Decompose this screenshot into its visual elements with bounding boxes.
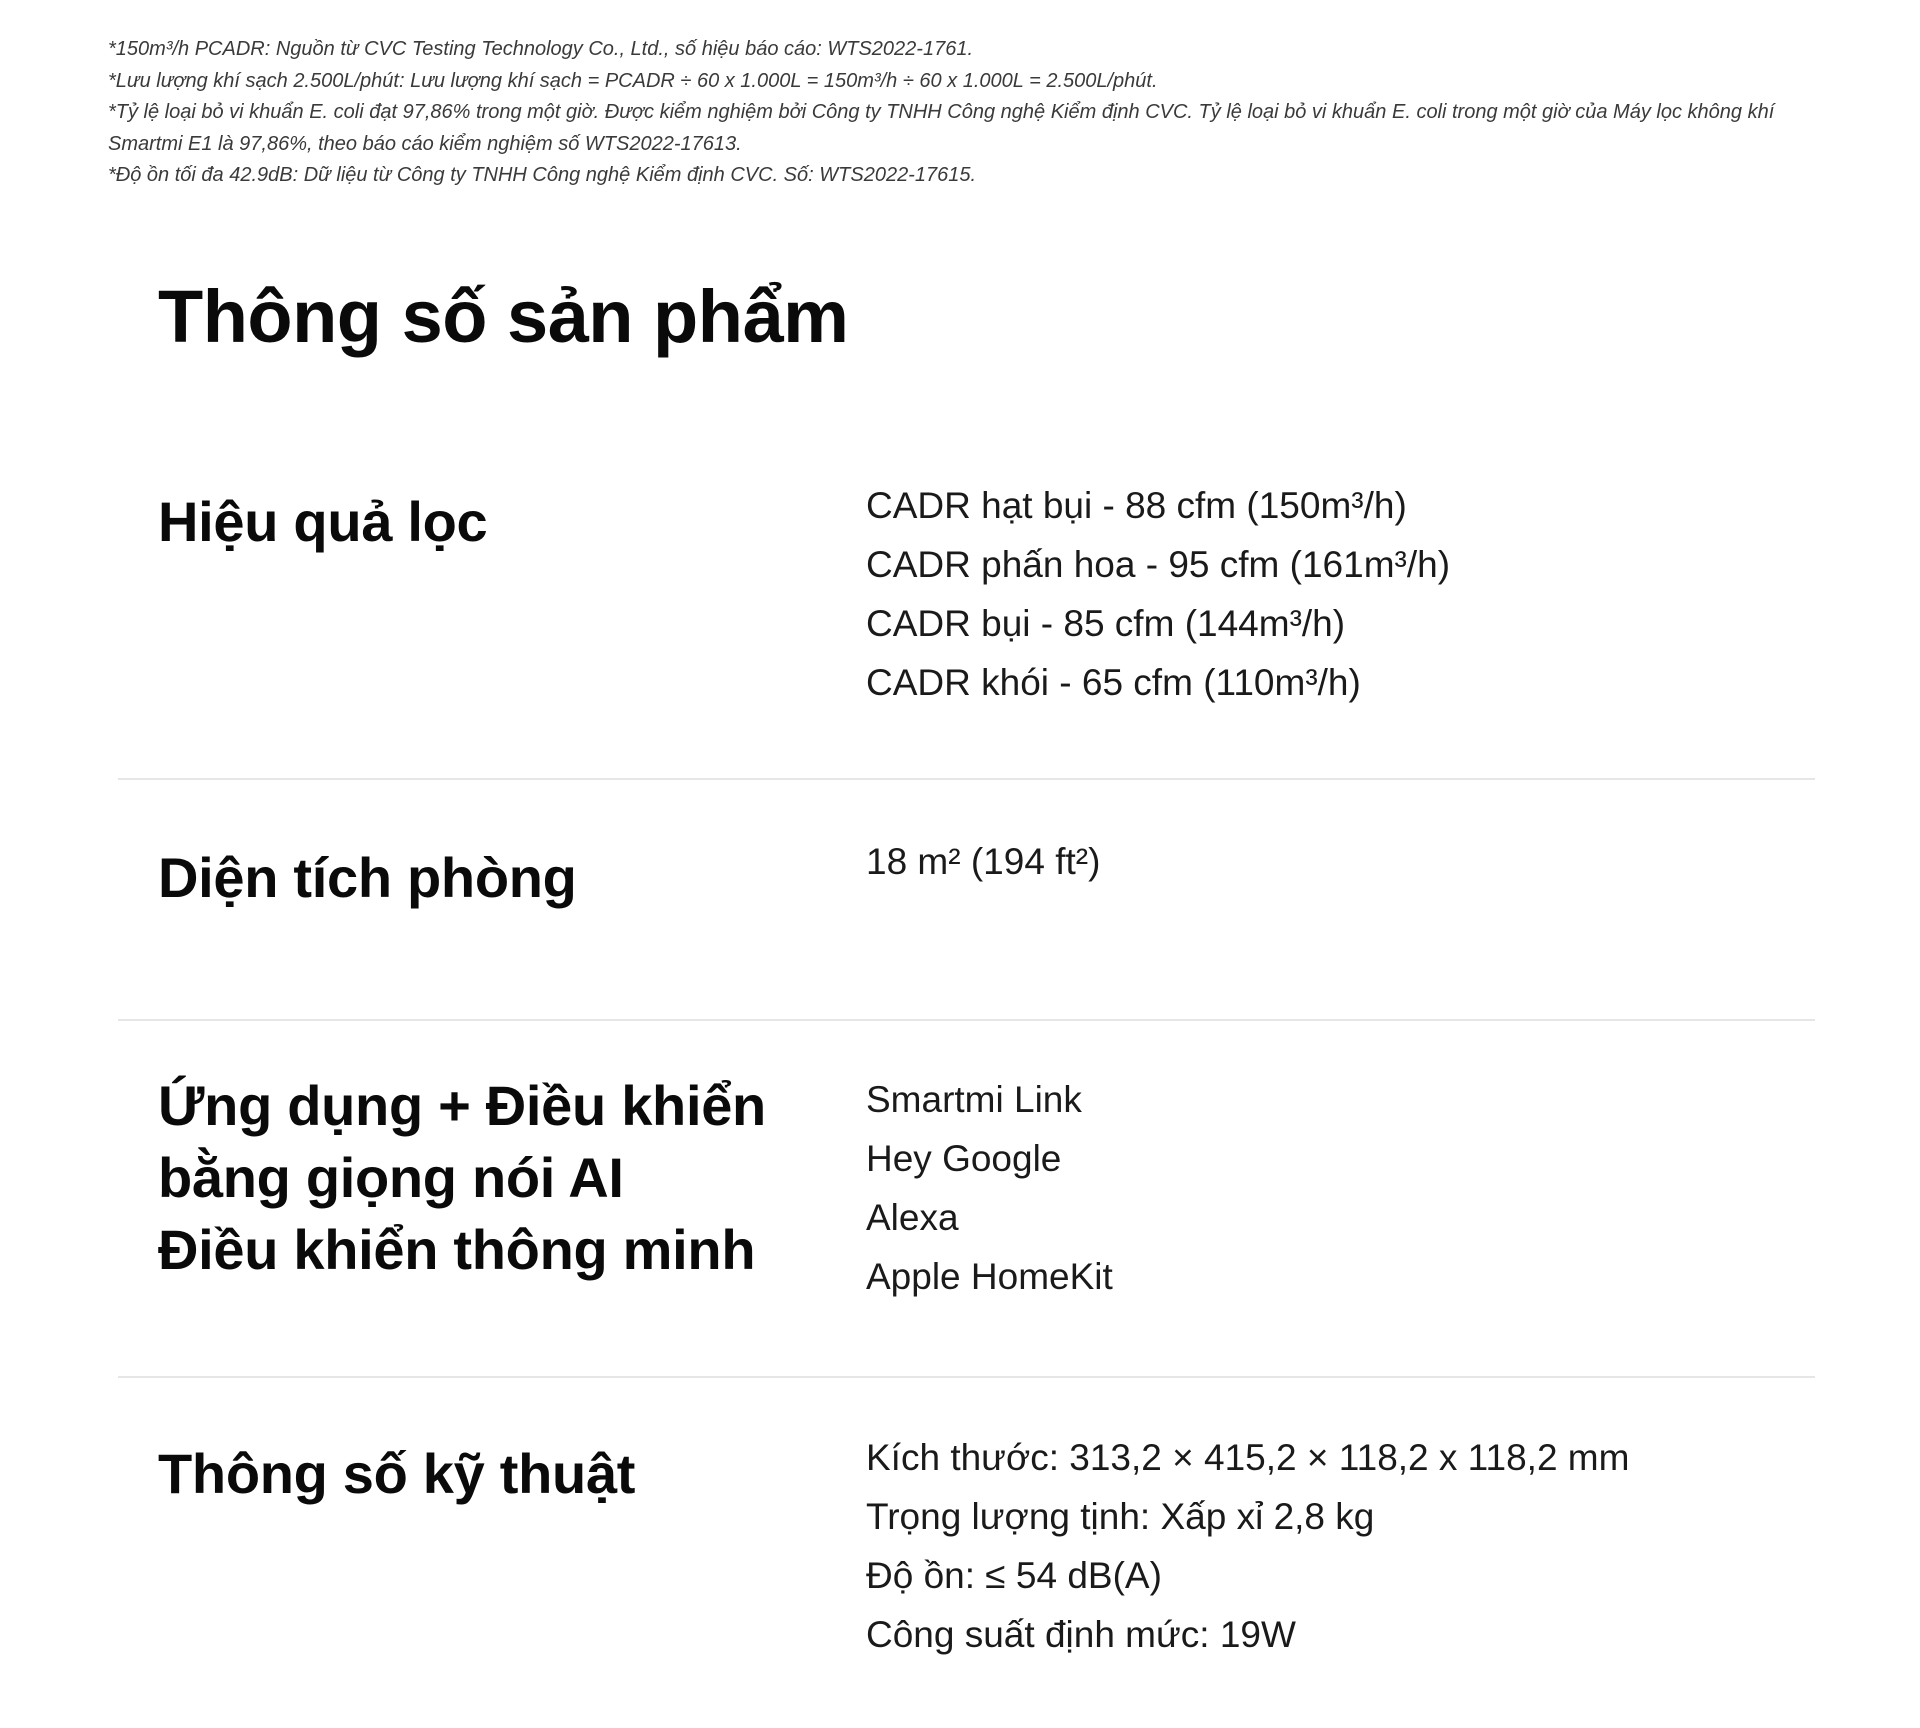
spec-label-line: Hiệu quả lọc [158, 490, 488, 553]
spec-value: 18 m² (194 ft²) [866, 841, 1101, 882]
spec-value: CADR hạt bụi - 88 cfm (150m³/h) [866, 485, 1407, 526]
spec-value: CADR bụi - 85 cfm (144m³/h) [866, 603, 1346, 644]
footnote: *150m³/h PCADR: Nguồn từ CVC Testing Technology Co., Ltd., số hiệu báo cáo: WTS2022-1761. [108, 38, 973, 60]
spec-value: Kích thước: 313,2 × 415,2 × 118,2 x 118,2 mm [866, 1437, 1630, 1478]
spec-value: Trọng lượng tịnh: Xấp xỉ 2,8 kg [866, 1496, 1375, 1537]
divider [118, 1376, 1815, 1378]
spec-values [866, 1070, 1766, 1306]
spec-value: Công suất định mức: 19W [866, 1614, 1296, 1655]
spec-label-line: Ứng dụng + Điều khiển [158, 1074, 766, 1137]
spec-value: Alexa [866, 1197, 959, 1238]
spec-value: Độ ồn: ≤ 54 dB(A) [866, 1555, 1162, 1596]
spec-values [866, 1428, 1766, 1664]
spec-label-line: Thông số kỹ thuật [158, 1442, 636, 1505]
footnote: *Độ ồn tối đa 42.9dB: Dữ liệu từ Công ty TNHH Công nghệ Kiểm định CVC. Số: WTS2022-17615. [108, 164, 977, 186]
spec-values [866, 832, 1766, 891]
spec-label-line: bằng giọng nói AI [158, 1146, 624, 1209]
spec-label [158, 1438, 798, 1510]
footnote: *Lưu lượng khí sạch 2.500L/phút: Lưu lượng khí sạch = PCADR ÷ 60 x 1.000L = 150m³/h ÷ 60 x 1.000L = 2.500L/phút. [108, 69, 1158, 92]
spec-label-line: Điều khiển thông minh [158, 1218, 756, 1281]
spec-label [158, 486, 798, 558]
footnotes [108, 34, 1838, 192]
spec-value: Apple HomeKit [866, 1256, 1113, 1297]
footnote: *Tỷ lệ loại bỏ vi khuẩn E. coli đạt 97,86% trong một giờ. Được kiểm nghiệm bởi Công ty TNHH Công nghệ Kiểm định CVC. Tỷ lệ loại bỏ vi khuẩn E. coli trong một giờ của Máy lọc không khí Smartmi E1 là 97,86%, theo báo cáo kiểm nghiệm số WTS2022-17613. [108, 101, 1775, 155]
divider [118, 778, 1815, 780]
page-title: Thông số sản phẩm [158, 275, 849, 358]
spec-value: Smartmi Link [866, 1079, 1082, 1120]
spec-value: CADR khói - 65 cfm (110m³/h) [866, 662, 1361, 703]
spec-label [158, 842, 798, 914]
spec-label-line: Diện tích phòng [158, 846, 577, 909]
spec-values [866, 476, 1766, 712]
divider [118, 1019, 1815, 1021]
spec-value: CADR phấn hoa - 95 cfm (161m³/h) [866, 544, 1451, 585]
spec-value: Hey Google [866, 1138, 1062, 1179]
spec-label [158, 1070, 798, 1286]
